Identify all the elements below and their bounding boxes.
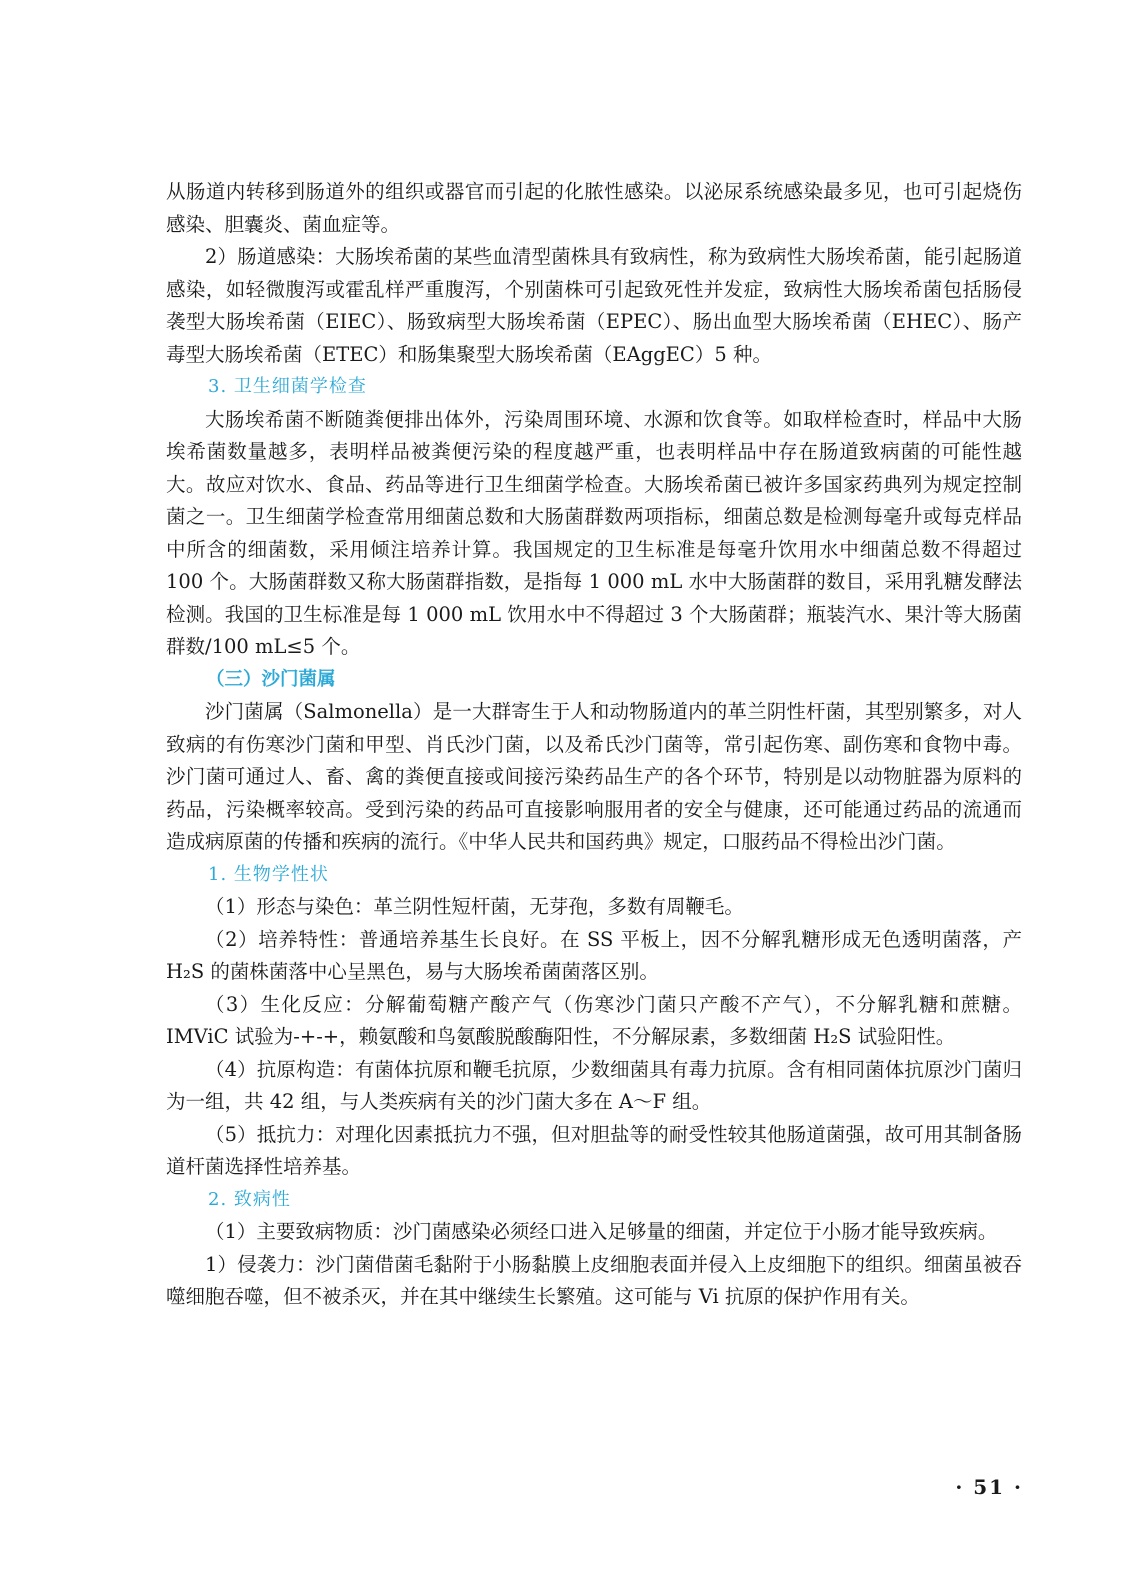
page-number: · 51 · bbox=[955, 1475, 1023, 1499]
paragraph-resistance: （5）抵抗力：对理化因素抵抗力不强，但对胆盐等的耐受性较其他肠道菌强，故可用其制备肠道杆菌选择性培养基。 bbox=[166, 1122, 1022, 1178]
paragraph-invasiveness: 1）侵袭力：沙门菌借菌毛黏附于小肠黏膜上皮细胞表面并侵入上皮细胞下的组织。细菌虽被吞噬细胞吞噬，但不被杀灭，并在其中继续生长繁殖。这可能与 Vi 抗原的保护作用有关。 bbox=[166, 1252, 1022, 1308]
paragraph-morphology: （1）形态与染色：革兰阴性短杆菌，无芽孢，多数有周鞭毛。 bbox=[205, 895, 744, 918]
section-heading-biological-traits: 1. 生物学性状 bbox=[208, 863, 329, 885]
paragraph-biochemical: （3）生化反应：分解葡萄糖产酸产气（伤寒沙门菌只产酸不产气），不分解乳糖和蔗糖。IMViC 试验为-+-+，赖氨酸和鸟氨酸脱酸酶阳性，不分解尿素，多数细菌 H₂S 试验阳性。 bbox=[166, 992, 1022, 1048]
page-body bbox=[166, 176, 1022, 1314]
section-heading-hygiene-test: 3. 卫生细菌学检查 bbox=[208, 376, 367, 397]
paragraph-pathogenic-substances: （1）主要致病物质：沙门菌感染必须经口进入足够量的细菌，并定位于小肠才能导致疾病。 bbox=[205, 1220, 998, 1243]
paragraph-salmonella-intro: 沙门菌属（Salmonella）是一大群寄生于人和动物肠道内的革兰阴性杆菌，其型别繁多，对人致病的有伤寒沙门菌和甲型、肖氏沙门菌，以及希氏沙门菌等，常引起伤寒、副伤寒和食物中毒。沙门菌可通过人、畜、禽的粪便直接或间接污染药品生产的各个环节，特别是以动物脏器为原料的药品，污染概率较高。受到污染的药品可直接影响服用者的安全与健康，还可能通过药品的流通而造成病原菌的传播和疾病的流行。《中华人民共和国药典》规定，口服药品不得检出沙门菌。 bbox=[166, 700, 1022, 853]
paragraph-pyogenic-infection: 从肠道内转移到肠道外的组织或器官而引起的化脓性感染。以泌尿系统感染最多见，也可引起烧伤感染、胆囊炎、菌血症等。 bbox=[166, 180, 1022, 236]
paragraph-hygiene-test: 大肠埃希菌不断随粪便排出体外，污染周围环境、水源和饮食等。如取样检查时，样品中大肠埃希菌数量越多，表明样品被粪便污染的程度越严重，也表明样品中存在肠道致病菌的可能性越大。故应对饮水、食品、药品等进行卫生细菌学检查。大肠埃希菌已被许多国家药典列为规定控制菌之一。卫生细菌学检查常用细菌总数和大肠菌群数两项指标，细菌总数是检测每毫升或每克样品中所含的细菌数，采用倾注培养计算。我国规定的卫生标准是每毫升饮用水中细菌总数不得超过 100 个。大肠菌群数又称大肠菌群指数，是指每 1 000 mL 水中大肠菌群的数目，采用乳糖发酵法检测。我国的卫生标准是每 1 000 mL 饮用水中不得超过 3 个大肠菌群；瓶装汽水、果汁等大肠菌群数/100 mL≤5 个。 bbox=[166, 407, 1022, 658]
paragraph-intestinal-infection: 2）肠道感染：大肠埃希菌的某些血清型菌株具有致病性，称为致病性大肠埃希菌，能引起肠道感染，如轻微腹泻或霍乱样严重腹泻，个别菌株可引起致死性并发症，致病性大肠埃希菌包括肠侵袭型大肠埃希菌（EIEC）、肠致病型大肠埃希菌（EPEC）、肠出血型大肠埃希菌（EHEC）、肠产毒型大肠埃希菌（ETEC）和肠集聚型大肠埃希菌（EAggEC）5 种。 bbox=[166, 245, 1022, 366]
section-heading-salmonella: （三）沙门菌属 bbox=[206, 668, 336, 690]
section-heading-pathogenicity: 2. 致病性 bbox=[208, 1188, 291, 1210]
paragraph-antigen: （4）抗原构造：有菌体抗原和鞭毛抗原，少数细菌具有毒力抗原。含有相同菌体抗原沙门菌归为一组，共 42 组，与人类疾病有关的沙门菌大多在 A～F 组。 bbox=[166, 1057, 1022, 1113]
paragraph-culture: （2）培养特性：普通培养基生长良好。在 SS 平板上，因不分解乳糖形成无色透明菌落，产 H₂S 的菌株菌落中心呈黑色，易与大肠埃希菌菌落区别。 bbox=[166, 927, 1022, 983]
